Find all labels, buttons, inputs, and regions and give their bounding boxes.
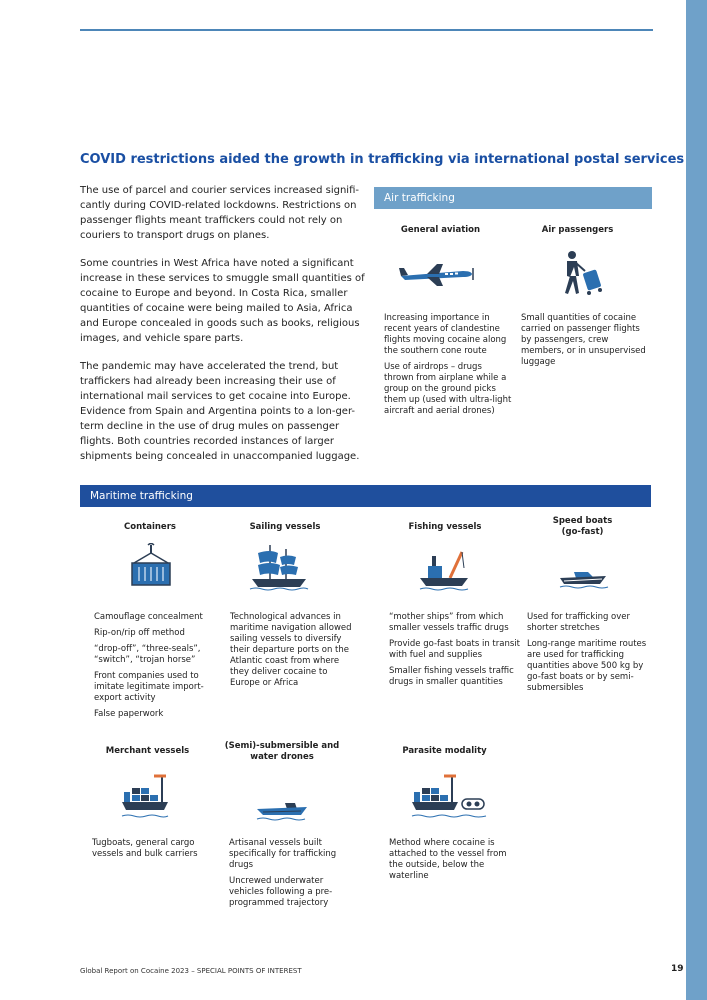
parasite-modality-title: Parasite modality	[402, 746, 487, 756]
air-passengers-title: Air passengers	[541, 225, 614, 235]
parasite-vessel-icon	[410, 772, 490, 820]
container-icon	[128, 543, 174, 589]
list-item: “drop-off”, “three-seals”, “switch”, “trojan horse”	[94, 644, 201, 665]
list-item: Method where cocaine is attached to the vessel from the outside, below the waterline	[389, 838, 507, 881]
section-heading: COVID restrictions aided the growth in trafficking via international postal services	[80, 152, 685, 167]
list-item: Uncrewed underwater vehicles following a pre-programmed trajectory	[229, 876, 333, 908]
list-item: Provide go-fast boats in transit with fuel and supplies	[389, 639, 520, 660]
list-item: Camouflage concealment	[94, 612, 203, 622]
list-item: Used for trafficking over shorter stretches	[527, 612, 631, 633]
speed-boats-text	[527, 612, 649, 699]
intro-text	[80, 183, 365, 477]
merchant-vessel-icon	[120, 772, 170, 820]
intro-paragraph: The pandemic may have accelerated the trend, but traffickers had already been increasing their use of international mail services to get cocaine into Europe. Evidence from Spain and Argentina points to a lon-ger-term decline in the use of drug mules on passenger flights. Both countries recorded instances of larger shipments being concealed in unaccompanied luggage.	[80, 361, 360, 462]
fishing-vessel-icon	[418, 548, 470, 592]
submersible-icon	[255, 795, 311, 823]
list-item: Smaller fishing vessels traffic drugs in smaller quantities	[389, 666, 514, 687]
containers-title: Containers	[124, 522, 176, 532]
submersible-text	[229, 838, 359, 914]
passenger-icon	[555, 249, 607, 297]
parasite-modality-text	[389, 838, 519, 887]
sailing-vessel-icon	[248, 543, 310, 591]
containers-text	[94, 612, 219, 725]
page-number: 19	[671, 964, 684, 974]
list-item: Technological advances in maritime navigation allowed sailing vessels to diversify their departure ports on the Atlantic coast from where they deliver cocaine to Europe or Africa	[230, 612, 352, 688]
air-passengers-text	[521, 313, 651, 373]
list-item: Increasing importance in recent years of clandestine flights moving cocaine along the southern cone route	[384, 313, 507, 356]
intro-paragraph: The use of parcel and courier services increased signifi-cantly during COVID-related lockdowns. Restrictions on passenger flights meant traffickers could not rely on couriers to transport drugs on planes.	[80, 185, 359, 241]
top-rule	[80, 29, 653, 31]
merchant-vessels-text	[92, 838, 217, 865]
side-color-bar	[686, 0, 707, 1000]
general-aviation-text	[384, 313, 514, 422]
maritime-trafficking-header: Maritime trafficking	[80, 485, 651, 507]
page-footer: Global Report on Cocaine 2023 – SPECIAL POINTS OF INTEREST	[80, 967, 302, 975]
list-item: Front companies used to imitate legitimate import-export activity	[94, 671, 204, 703]
list-item: “mother ships” from which smaller vessels traffic drugs	[389, 612, 509, 633]
air-trafficking-header: Air trafficking	[374, 187, 652, 209]
list-item: Use of airdrops – drugs thrown from airplane while a group on the ground picks them up (used with ultra-light aircraft and aerial drones)	[384, 362, 512, 416]
fishing-vessels-title: Fishing vessels	[408, 522, 482, 532]
intro-paragraph: Some countries in West Africa have noted a significant increase in these services to smuggle small quantities of cocaine to Europe and beyond. In Costa Rica, smaller quantities of cocaine were being mailed to Asia, Africa and Europe concealed in goods such as books, religious images, and vehicle spare parts.	[80, 258, 365, 344]
sailing-vessels-title: Sailing vessels	[249, 522, 321, 532]
list-item: Tugboats, general cargo vessels and bulk carriers	[92, 838, 198, 859]
fishing-vessels-text	[389, 612, 521, 693]
airplane-icon	[397, 260, 475, 288]
general-aviation-title: General aviation	[400, 225, 481, 235]
list-item: Rip-on/rip off method	[94, 628, 185, 638]
list-item: Small quantities of cocaine carried on passenger flights by passengers, crew members, or in unsupervised luggage	[521, 313, 646, 367]
list-item: Long-range maritime routes are used for trafficking quantities above 500 kg by go-fast boats or by semi-submersibles	[527, 639, 647, 693]
list-item: False paperwork	[94, 709, 164, 719]
speed-boats-title: Speed boats (go-fast)	[552, 516, 613, 537]
list-item: Artisanal vessels built specifically for trafficking drugs	[229, 838, 337, 870]
merchant-vessels-title: Merchant vessels	[105, 746, 190, 756]
sailing-vessels-text	[230, 612, 360, 694]
submersible-title: (Semi)-submersible and water drones	[224, 741, 340, 762]
speed-boat-icon	[558, 562, 610, 590]
